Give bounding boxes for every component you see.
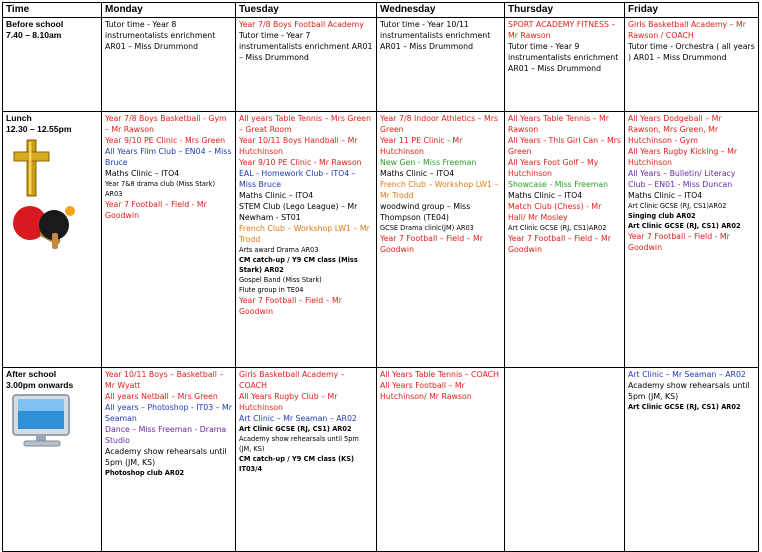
- activity-item: Dance – Miss Freeman - Drama Studio: [105, 425, 229, 445]
- activity-item: New Gen - Miss Freeman: [380, 158, 477, 167]
- header-tuesday: Tuesday: [236, 3, 377, 18]
- computer-monitor-icon: [10, 393, 82, 449]
- cell-wednesday: [377, 18, 505, 112]
- activity-item: woodwind group – Miss Thompson (TE04): [380, 202, 473, 222]
- activity-item: All Years Table Tennis – COACH: [380, 370, 499, 379]
- activity-item: Art Clinic – Mr Seaman – AR02: [628, 370, 746, 379]
- activity-item: All Years Film Club – EN04 – Miss Bruce: [105, 147, 234, 167]
- activity-item: Academy show rehearsals until 5pm (JM, KS): [628, 381, 753, 401]
- activity-item: Maths Clinic – ITO4: [239, 191, 314, 200]
- cell-thursday: [505, 18, 625, 112]
- activity-item: Year 10/11 Boys Handball – Mr Hutchinson: [239, 136, 361, 156]
- header-thursday: Thursday: [505, 3, 625, 18]
- activity-item: Tutor time - Year 10/11 instrumentalists enrichment AR01 – Miss Drummond: [380, 20, 493, 51]
- activity-item: Year 11 PE Clinic - Mr Hutchinson: [380, 136, 465, 156]
- activity-item: EAL - Homework Club - ITO4 – Miss Bruce: [239, 169, 359, 189]
- activity-item: Year 7 Football – Field - Mr Goodwin: [105, 200, 210, 220]
- activity-item: All years Table Tennis – Mrs Green – Great Room: [239, 114, 374, 134]
- activity-item: All Years - This Girl Can – Mrs Green: [508, 136, 624, 156]
- activity-item: Year 10/11 Boys – Basketball – Mr Wyatt: [105, 370, 226, 390]
- activity-item: Year 7/8 Boys Basketball - Gym – Mr Rawson: [105, 114, 230, 134]
- activity-item: CM catch-up / Y9 CM class (KS) IT03/4: [239, 455, 357, 473]
- activity-item: All Years – Bulletin/ Literacy Club – EN01 - Miss Duncan: [628, 169, 738, 189]
- timetable: [2, 2, 759, 552]
- cell-wednesday: [377, 368, 505, 552]
- activity-item: All Years Football – Mr Hutchinson/ Mr Rawson: [380, 381, 472, 401]
- cross-icon: [11, 137, 51, 199]
- activity-item: SPORT ACADEMY FITNESS – Mr Rawson: [508, 20, 618, 40]
- cell-tuesday: [236, 368, 377, 552]
- time-label: After school: [6, 369, 57, 379]
- time-cell: [3, 368, 102, 552]
- activity-item: CM catch-up / Y9 CM class (Miss Stark) AR02: [239, 256, 361, 274]
- time-range: 12.30 – 12.55pm: [6, 124, 72, 134]
- activity-item: Arts award Drama AR03: [239, 246, 319, 254]
- header-time: Time: [3, 3, 102, 18]
- activity-item: Singing club AR02: [628, 212, 696, 220]
- activity-item: Tutor time - Year 8 instrumentalists enrichment AR01 – Miss Drummond: [105, 20, 218, 51]
- activity-item: Tutor time - Year 7 instrumentalists enrichment AR01 – Miss Drummond: [239, 31, 375, 62]
- activity-item: Girls Basketball Academy – Mr Rawson / COACH: [628, 20, 749, 40]
- activity-item: Gospel Band (Miss Stark): [239, 276, 322, 284]
- activity-item: Art Clinic GCSE (RJ, CS1) AR02: [628, 403, 741, 411]
- time-range: 7.40 – 8.10am: [6, 30, 62, 40]
- time-cell: [3, 18, 102, 112]
- row-before-school: [3, 18, 759, 112]
- cell-monday: [102, 112, 236, 368]
- cell-tuesday: [236, 112, 377, 368]
- activity-item: Year 7 Football – Field - Mr Goodwin: [628, 232, 733, 252]
- activity-item: French Club – Workshop LW1 – Mr Trodd: [239, 224, 373, 244]
- header-wednesday: Wednesday: [377, 3, 505, 18]
- activity-item: Art Clinic GCSE (RJ, CS1) AR02: [239, 425, 352, 433]
- row-lunch: [3, 112, 759, 368]
- activity-item: Year 7&8 drama club (Miss Stark) AR03: [105, 180, 218, 198]
- activity-item: Art Clinic – Mr Seaman – AR02: [239, 414, 357, 423]
- activity-item: Showcase - Miss Freeman: [508, 180, 609, 189]
- activity-item: Girls Basketball Academy – COACH: [239, 370, 348, 390]
- activity-item: Art Clinic GCSE (RJ, CS1) AR02: [628, 222, 741, 230]
- cell-monday: [102, 18, 236, 112]
- activity-item: All years Netball – Mrs Green: [105, 392, 218, 401]
- header-friday: Friday: [625, 3, 759, 18]
- activity-item: Art Clinic GCSE (RJ, CS1)AR02: [628, 202, 727, 210]
- activity-item: All Years Rugby Club – Mr Hutchinson: [239, 392, 340, 412]
- activity-item: Tutor time - Year 9 instrumentalists enrichment AR01 – Miss Drummond: [508, 42, 621, 73]
- activity-item: Photoshop club AR02: [105, 469, 185, 477]
- activity-item: Academy show rehearsals until 5pm (JM, KS): [239, 435, 361, 453]
- row-after-school: [3, 368, 759, 552]
- activity-item: Flute group in TE04: [239, 286, 304, 294]
- activity-item: All years – Photoshop - IT03 – Mr Seaman: [105, 403, 235, 423]
- activity-item: GCSE Drama clinic(JM) AR03: [380, 224, 474, 232]
- activity-item: Year 9/10 PE Clinic - Mr Rawson: [239, 158, 362, 167]
- activity-item: All Years Dodgeball – Mr Rawson, Mrs Green, Mr Hutchinson - Gym: [628, 114, 724, 145]
- cell-thursday: [505, 368, 625, 552]
- time-range: 3.00pm onwards: [6, 380, 74, 390]
- activity-item: Year 9/10 PE Clinic - Mrs Green: [105, 136, 226, 145]
- activity-item: All Years Table Tennis – Mr Rawson: [508, 114, 612, 134]
- header-monday: Monday: [102, 3, 236, 18]
- activity-item: Match Club (Chess) - Mr Hall/ Mr Mosley: [508, 202, 604, 222]
- table-tennis-icon: [8, 203, 80, 249]
- activity-item: Year 7 Football – Field – Mr Goodwin: [239, 296, 345, 316]
- cell-monday: [102, 368, 236, 552]
- cell-wednesday: [377, 112, 505, 368]
- time-label: Before school: [6, 19, 64, 29]
- activity-item: Year 7/8 Boys Football Academy: [239, 20, 364, 29]
- time-label: Lunch: [6, 113, 32, 123]
- activity-item: Maths Clinic – ITO4: [508, 191, 583, 200]
- activity-item: Art Clinic GCSE (RJ, CS1)AR02: [508, 224, 607, 232]
- cell-tuesday: [236, 18, 377, 112]
- activity-item: Year 7/8 Indoor Athletics – Mrs Green: [380, 114, 501, 134]
- cell-friday: [625, 18, 759, 112]
- activity-item: All Years Foot Golf – My Hutchinson: [508, 158, 601, 178]
- activity-item: Maths Clinic – ITO4: [380, 169, 455, 178]
- activity-item: Academy show rehearsals until 5pm (JM, KS): [105, 447, 230, 467]
- activity-item: Maths Clinic – ITO4: [105, 169, 180, 178]
- cell-friday: [625, 368, 759, 552]
- activity-item: All Years Rugby Kicking – Mr Hutchinson: [628, 147, 740, 167]
- activity-item: Maths Clinic – ITO4: [628, 191, 703, 200]
- activity-item: French Club – Workshop LW1 – Mr Trodd: [380, 180, 501, 200]
- header-row: [3, 3, 759, 18]
- activity-item: Year 7 Football – Field – Mr Goodwin: [508, 234, 614, 254]
- activity-item: Year 7 Football – Field – Mr Goodwin: [380, 234, 486, 254]
- cell-thursday: [505, 112, 625, 368]
- time-cell: [3, 112, 102, 368]
- activity-item: STEM Club (Lego League) – Mr Newham - ST01: [239, 202, 360, 222]
- cell-friday: [625, 112, 759, 368]
- activity-item: Tutor time - Orchestra ( all years ) AR01 – Miss Drummond: [628, 42, 758, 62]
